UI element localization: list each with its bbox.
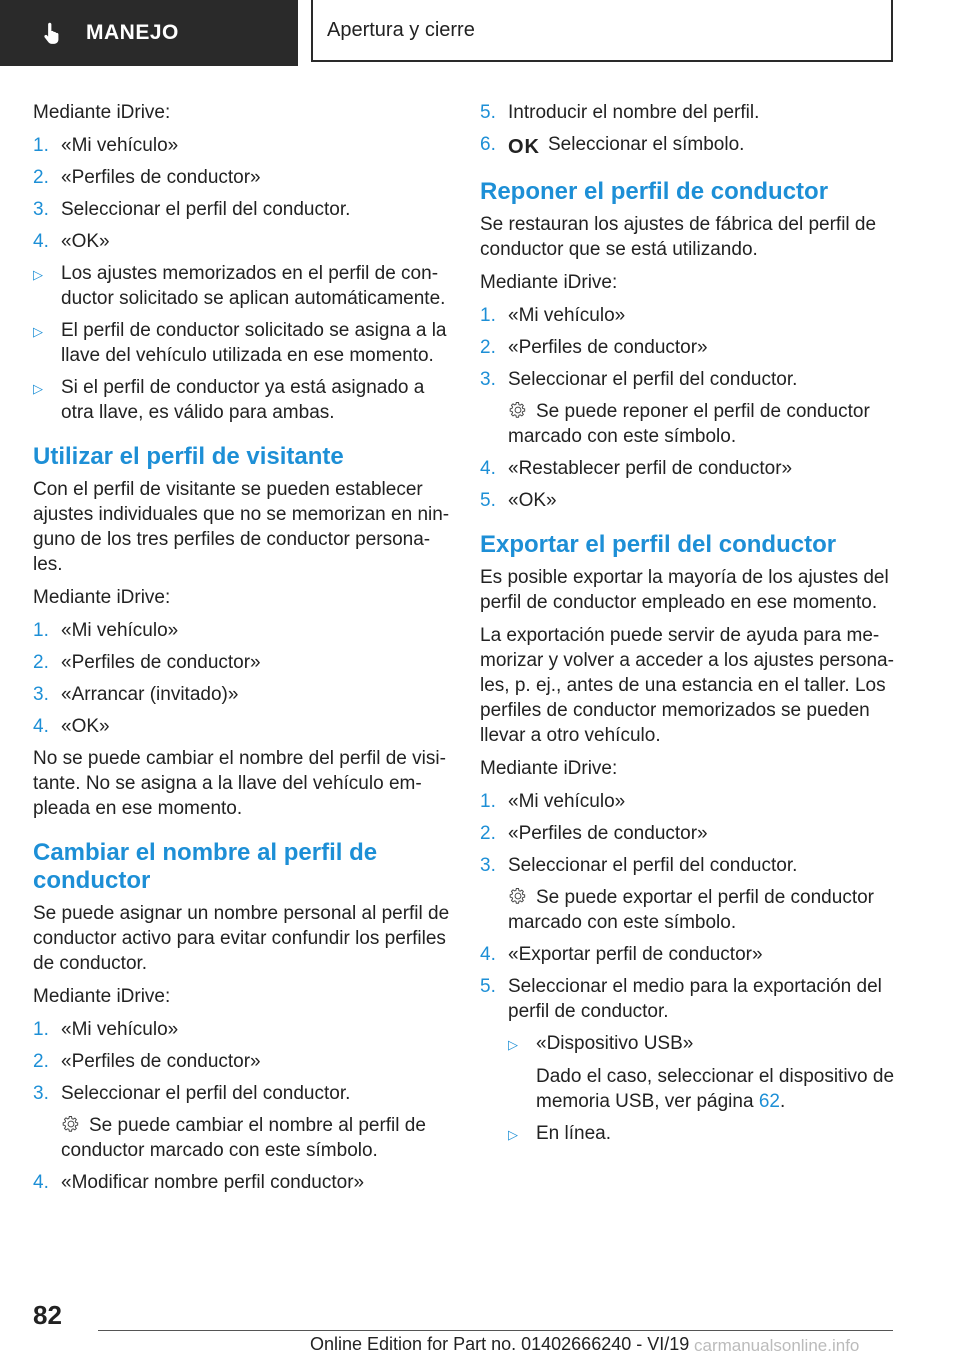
item-text: «Perfiles de conductor» [508,823,708,844]
paragraph: Con el perfil de visitante se pueden establecer ajustes individuales que no se memorizan en nin-guno de los tres perfiles de conductor persona-les. [33,479,450,575]
list-item [480,853,900,878]
intro-text: Mediante iDrive: [33,587,171,608]
numbered-list [480,303,900,392]
item-number: 5. [480,490,496,511]
list-item [480,789,900,814]
item-number: 3. [33,199,49,220]
list-item [33,318,453,368]
gear-icon [508,886,528,906]
item-text: «Mi vehículo» [508,305,626,326]
list-item [508,1121,900,1147]
page-number: 82 [33,1300,62,1330]
list-item [33,650,453,675]
list-item [33,197,453,222]
item-number: 3. [480,369,496,390]
item-number: 5. [480,102,496,123]
triangle-bullet-icon: ▷ [508,1127,518,1142]
list-item [33,714,453,739]
item-text: «Perfiles de conductor» [61,167,261,188]
intro-text: Mediante iDrive: [33,986,171,1007]
ok-icon: OK [508,136,540,158]
item-text: «OK» [61,231,110,252]
item-text: Seleccionar el perfil del conductor. [508,855,798,876]
item-number: 5. [480,976,496,997]
item-number: 4. [480,458,496,479]
list-item [480,303,900,328]
item-text: «Modificar nombre perfil conductor» [61,1172,365,1193]
item-number: 1. [33,135,49,156]
list-item [33,375,453,425]
symbol-note [61,1113,453,1163]
triangle-bullet-icon: ▷ [33,267,43,282]
list-item [33,1081,453,1106]
paragraph: La exportación puede servir de ayuda para me-morizar y volver a acceder a los ajustes persona-les, p. ej., antes de una estancia en el taller. Los perfiles de conductor memorizados se pueden llevar a otro vehículo. [480,625,894,746]
intro-text: Mediante iDrive: [33,102,171,123]
paragraph: No se puede cambiar el nombre del perfil de visi-tante. No se asigna a la llave del vehículo em-pleada en ese momento. [33,748,446,819]
intro-text: Mediante iDrive: [480,758,618,779]
item-text: Si el perfil de conductor ya está asignado a otra llave, es válido para ambas. [61,377,425,423]
gear-icon [508,400,528,420]
gear-icon [61,1114,81,1134]
paragraph: Se puede asignar un nombre personal al perfil de conductor activo para evitar confundir los perfiles de conductor. [33,903,450,974]
item-text: «Perfiles de conductor» [61,1051,261,1072]
page-link[interactable]: 62 [758,1091,780,1112]
triangle-bullet-icon: ▷ [33,381,43,396]
item-text: «Perfiles de conductor» [508,337,708,358]
list-item [480,335,900,360]
list-item [33,165,453,190]
chapter-title: Apertura y cierre [311,0,893,62]
footer-divider [98,1330,893,1331]
item-text: «Mi vehículo» [61,1019,179,1040]
heading-exportar: Exportar el perfil del conductor [480,531,837,558]
item-number: 2. [480,337,496,358]
list-item [33,1017,453,1042]
triangle-bullet-icon: ▷ [508,1037,518,1052]
heading-reponer: Reponer el perfil de conductor [480,178,829,205]
item-text: «Mi vehículo» [508,791,626,812]
list-item [508,1031,900,1057]
list-item [33,261,453,311]
list-item [480,488,900,513]
item-number: 3. [33,684,49,705]
item-text: «Exportar perfil de conductor» [508,944,763,965]
watermark: carmanualsonline.info [694,1336,860,1355]
note-text: Se puede reponer el perfil de conductor marcado con este símbolo. [508,401,870,447]
symbol-note [508,399,900,449]
note-text: Se puede cambiar el nombre al perfil de conductor marcado con este símbolo. [61,1115,426,1161]
numbered-list [33,1170,453,1195]
usb-note [536,1064,900,1114]
list-item [480,132,900,160]
numbered-list [480,789,900,878]
numbered-list [480,456,900,513]
item-text: «Restablecer perfil de conductor» [508,458,793,479]
list-item [480,974,900,1024]
item-number: 4. [33,231,49,252]
item-number: 6. [480,134,496,155]
numbered-list [480,100,900,125]
item-number: 4. [33,1172,49,1193]
list-item [480,367,900,392]
item-number: 1. [480,791,496,812]
bullet-list [33,261,453,425]
item-number: 4. [480,944,496,965]
item-text: Seleccionar el perfil del conductor. [61,199,351,220]
note-end: . [779,1091,786,1112]
item-text: Seleccionar el perfil del conductor. [61,1083,351,1104]
item-text: «Mi vehículo» [61,620,179,641]
item-number: 2. [480,823,496,844]
heading-visitante: Utilizar el perfil de visitante [33,443,344,470]
intro-text: Mediante iDrive: [480,272,618,293]
symbol-note [508,885,900,935]
list-item [480,456,900,481]
item-text: «OK» [508,490,557,511]
list-item [33,1049,453,1074]
list-item [480,821,900,846]
section-title: MANEJO [86,21,179,44]
note-text: Dado el caso, seleccionar el dispositivo de memoria USB, ver página [536,1066,895,1112]
item-text: «Perfiles de conductor» [61,652,261,673]
item-text: «Mi vehículo» [61,135,179,156]
heading-cambiar: Cambiar el nombre al perfil de conductor [33,839,378,894]
item-text: «Dispositivo USB» [536,1033,694,1054]
item-number: 2. [33,1051,49,1072]
paragraph: Es posible exportar la mayoría de los ajustes del perfil de conductor empleado en ese momento. [480,567,889,613]
item-text: Los ajustes memorizados en el perfil de con-ductor solicitado se aplican automáticamente. [61,263,446,309]
numbered-list [480,942,900,1024]
list-item [33,682,453,707]
numbered-list [33,133,453,254]
triangle-bullet-icon: ▷ [33,324,43,339]
item-number: 1. [33,620,49,641]
list-item [480,942,900,967]
item-text: Seleccionar el perfil del conductor. [508,369,798,390]
paragraph: Se restauran los ajustes de fábrica del perfil de conductor que se está utilizando. [480,214,877,260]
item-text: Introducir el nombre del perfil. [508,102,760,123]
item-number: 1. [33,1019,49,1040]
page-header [0,0,960,66]
item-text: «OK» [61,716,110,737]
item-text: Seleccionar el símbolo. [548,134,745,155]
item-text: «Arrancar (invitado)» [61,684,239,705]
list-item [33,229,453,254]
section-tab [0,0,298,66]
edition-text: Online Edition for Part no. 01402666240 - VI/19 [310,1334,690,1354]
item-number: 2. [33,167,49,188]
item-number: 4. [33,716,49,737]
item-text: El perfil de conductor solicitado se asigna a la llave del vehículo utilizada en ese momento. [61,320,447,366]
numbered-list [33,1017,453,1106]
list-item [480,100,900,125]
list-item [33,1170,453,1195]
item-text: Seleccionar el medio para la exportación del perfil de conductor. [508,976,882,1022]
right-column [480,100,900,1154]
item-number: 3. [480,855,496,876]
list-item [33,618,453,643]
item-number: 1. [480,305,496,326]
item-number: 2. [33,652,49,673]
hand-pointer-icon [40,20,66,46]
list-item [33,133,453,158]
note-text: Se puede exportar el perfil de conductor marcado con este símbolo. [508,887,874,933]
numbered-list [33,618,453,739]
item-number: 3. [33,1083,49,1104]
sub-bullet-list [508,1031,900,1147]
left-column [33,100,453,1202]
item-text: En línea. [536,1123,611,1144]
